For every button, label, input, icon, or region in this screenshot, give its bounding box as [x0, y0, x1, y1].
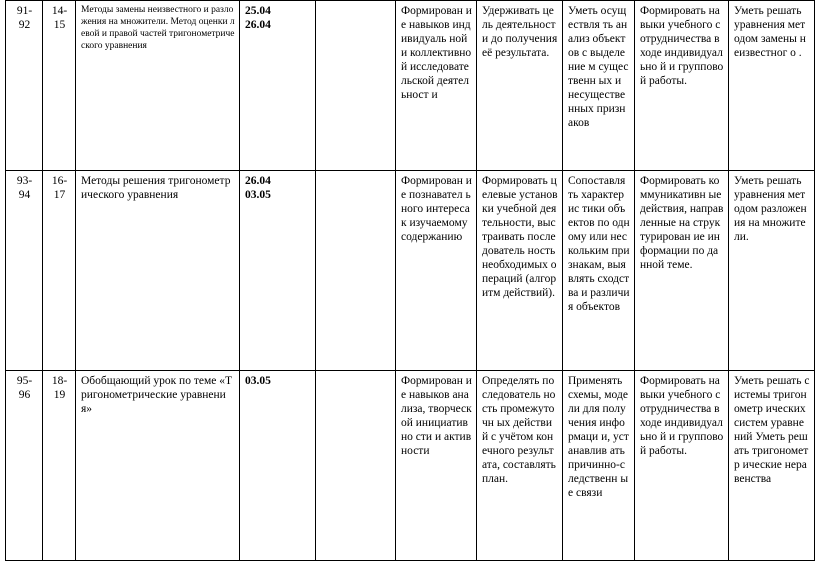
- cognitive-results: Уметь осуществля ть анализ объектов с выделение м существенн ых и несуществе нных признаков: [563, 1, 635, 171]
- personal-results: Формирован ие навыков анализа, творческой инициативно сти и активности: [396, 371, 477, 561]
- subject-results: Уметь решать уравнения методом замены неизвестног о .: [729, 1, 815, 171]
- table-row: [6, 1, 815, 171]
- lesson-topic: Обобщающий урок по теме «Тригонометрические уравнения»: [76, 371, 240, 561]
- topic-lesson-number: 18- 19: [43, 371, 76, 561]
- lesson-topic: Методы решения тригонометрического уравнения: [76, 171, 240, 371]
- lesson-plan-table: [5, 0, 815, 561]
- communicative-results: Формировать навыки учебного сотрудничества в ходе индивидуально й и групповой работы.: [635, 371, 729, 561]
- personal-results: Формирован ие познавател ьного интереса к изучаемому содержанию: [396, 171, 477, 371]
- lesson-dates: [240, 1, 316, 171]
- regulative-results: Формировать целевые установки учебной деятельности, выстраивать последователь ность необходимых операций (алгоритм действий).: [477, 171, 563, 371]
- lesson-number: 91- 92: [6, 1, 43, 171]
- cognitive-results: Применять схемы, модели для получения информаци и, устанавлив ать причинно-следственн ые связи: [563, 371, 635, 561]
- regulative-results: Удерживать цель деятельности до получения её результата.: [477, 1, 563, 171]
- lesson-dates: [240, 371, 316, 561]
- cognitive-results: Сопоставля ть характерис тики объектов по одному или нескольким признакам, выявлять сходства и различия объектов: [563, 171, 635, 371]
- lesson-number: 93- 94: [6, 171, 43, 371]
- topic-lesson-number: 14- 15: [43, 1, 76, 171]
- empty-cell: [316, 1, 396, 171]
- lesson-number: 95- 96: [6, 371, 43, 561]
- lesson-date: 26.04: [245, 175, 271, 187]
- lesson-date: 03.05: [245, 189, 271, 201]
- personal-results: Формирован ие навыков индивидуаль ной и коллективно й исследовате льской деятельност и: [396, 1, 477, 171]
- lesson-dates: [240, 171, 316, 371]
- subject-results: Уметь решать системы тригонометр ических систем уравнений Уметь решать тригонометр ические неравенства: [729, 371, 815, 561]
- lesson-topic: Методы замены неизвестного и разложения на множители. Метод оценки левой и правой частей тригонометрического уравнения: [76, 1, 240, 171]
- topic-lesson-number: 16- 17: [43, 171, 76, 371]
- table-row: [6, 171, 815, 371]
- regulative-results: Определять последователь ность промежуточн ых действий с учётом конечного результата, составлять план.: [477, 371, 563, 561]
- communicative-results: Формировать навыки учебного сотрудничества в ходе индивидуально й и групповой работы.: [635, 1, 729, 171]
- lesson-date: 03.05: [245, 375, 271, 387]
- table-row: [6, 371, 815, 561]
- empty-cell: [316, 171, 396, 371]
- lesson-date: 26.04: [245, 19, 271, 31]
- empty-cell: [316, 371, 396, 561]
- subject-results: Уметь решать уравнения методом разложения на множители.: [729, 171, 815, 371]
- communicative-results: Формировать коммуникативн ые действия, направленные на структурирован ие информации по данной теме.: [635, 171, 729, 371]
- lesson-date: 25.04: [245, 5, 271, 17]
